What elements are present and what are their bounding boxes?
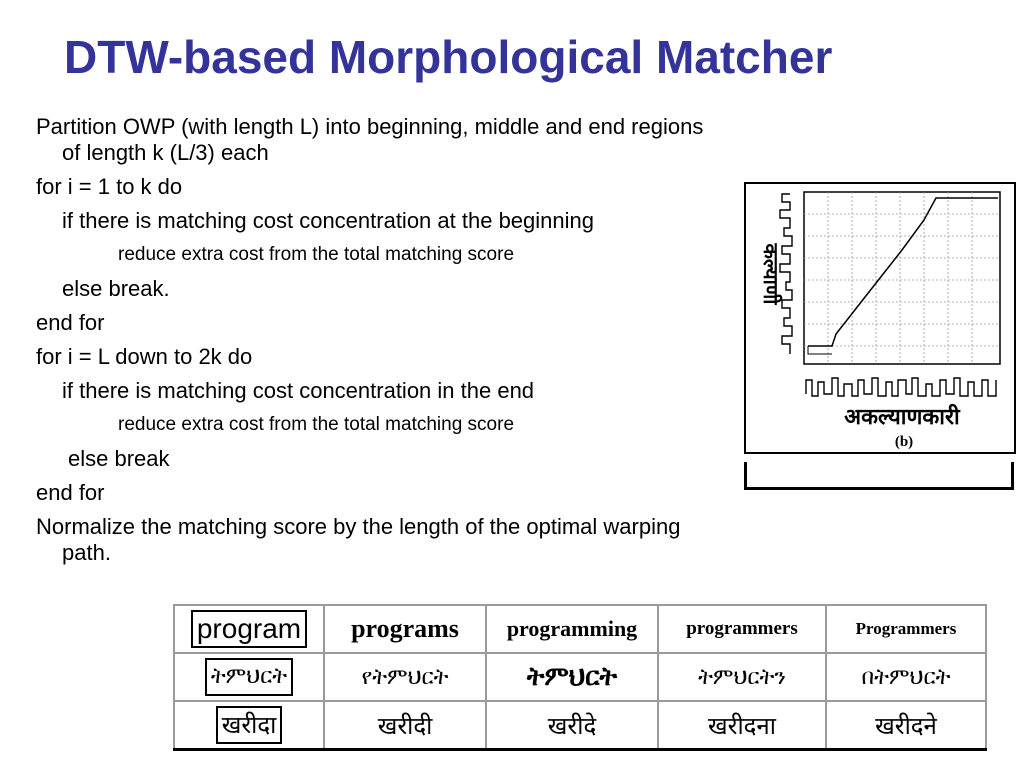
table-row-hindi xyxy=(174,701,986,750)
algorithm-line: for i = 1 to k do xyxy=(36,174,183,199)
table-cell xyxy=(174,701,324,750)
table-cell xyxy=(826,605,986,653)
table-cell xyxy=(324,605,486,653)
algorithm-line: end for xyxy=(36,480,105,505)
table-cell xyxy=(324,653,486,701)
algorithm-line: if there is matching cost concentration at the beginning xyxy=(62,208,594,233)
table-cell-text: programmers xyxy=(686,618,798,639)
algorithm-text xyxy=(36,114,726,566)
table-cell xyxy=(486,605,658,653)
word-variant-table xyxy=(173,604,987,751)
horizontal-word: अकल्याणकारी xyxy=(844,405,960,430)
slide-title: DTW-based Morphological Matcher xyxy=(64,31,833,83)
table-cell-text: በትምህርት xyxy=(861,664,951,690)
table-cell-text: खरीदी xyxy=(377,711,433,740)
figure-caption: (b) xyxy=(894,434,914,450)
table-cell-text: program xyxy=(191,610,307,648)
table-cell-text: खरीदना xyxy=(708,711,776,740)
warping-path-start xyxy=(808,346,832,354)
table-cell-text: Programmers xyxy=(855,619,957,638)
table-cell xyxy=(658,653,826,701)
algorithm-line: end for xyxy=(36,310,105,335)
table-cell xyxy=(174,653,324,701)
table-cell-text: खरीदने xyxy=(875,711,937,740)
table-cell-text: ትምህርትን xyxy=(698,664,786,690)
table-cell-text: खरीदे xyxy=(547,711,597,740)
table-cell xyxy=(486,701,658,750)
figure-bracket xyxy=(744,462,1014,490)
table-cell-text: programming xyxy=(506,616,638,641)
algorithm-line: Partition OWP (with length L) into beginning, middle and end regions of length k (L/3) each xyxy=(36,114,704,165)
table-cell-text: programs xyxy=(351,614,459,643)
horizontal-profile-signal xyxy=(806,378,996,396)
algorithm-line: if there is matching cost concentration in the end xyxy=(62,378,535,403)
dtw-alignment-figure xyxy=(744,182,1016,454)
dtw-figure-svg xyxy=(746,184,1014,452)
algorithm-line: reduce extra cost from the total matching score xyxy=(118,244,515,265)
algorithm-line: for i = L down to 2k do xyxy=(36,344,253,369)
dtw-grid xyxy=(804,192,1000,364)
algorithm-line: reduce extra cost from the total matching score xyxy=(118,414,515,435)
table-cell xyxy=(826,653,986,701)
algorithm-line: else break xyxy=(68,446,170,471)
table-cell xyxy=(658,701,826,750)
vertical-word: कल्याणी xyxy=(759,243,783,305)
table-row-amharic xyxy=(174,653,986,701)
table-row-english xyxy=(174,605,986,653)
table-cell xyxy=(486,653,658,701)
table-cell xyxy=(174,605,324,653)
table-cell xyxy=(324,701,486,750)
table-cell-text: ትምህርት xyxy=(526,661,618,692)
table-cell xyxy=(658,605,826,653)
algorithm-line: Normalize the matching score by the length of the optimal warping path. xyxy=(36,514,681,565)
table-cell xyxy=(826,701,986,750)
table-cell-text: ትምህርት xyxy=(205,658,293,696)
algorithm-line: else break. xyxy=(62,276,170,301)
table-cell-text: खरीदा xyxy=(216,706,283,744)
table-cell-text: የትምህርት xyxy=(361,664,449,690)
